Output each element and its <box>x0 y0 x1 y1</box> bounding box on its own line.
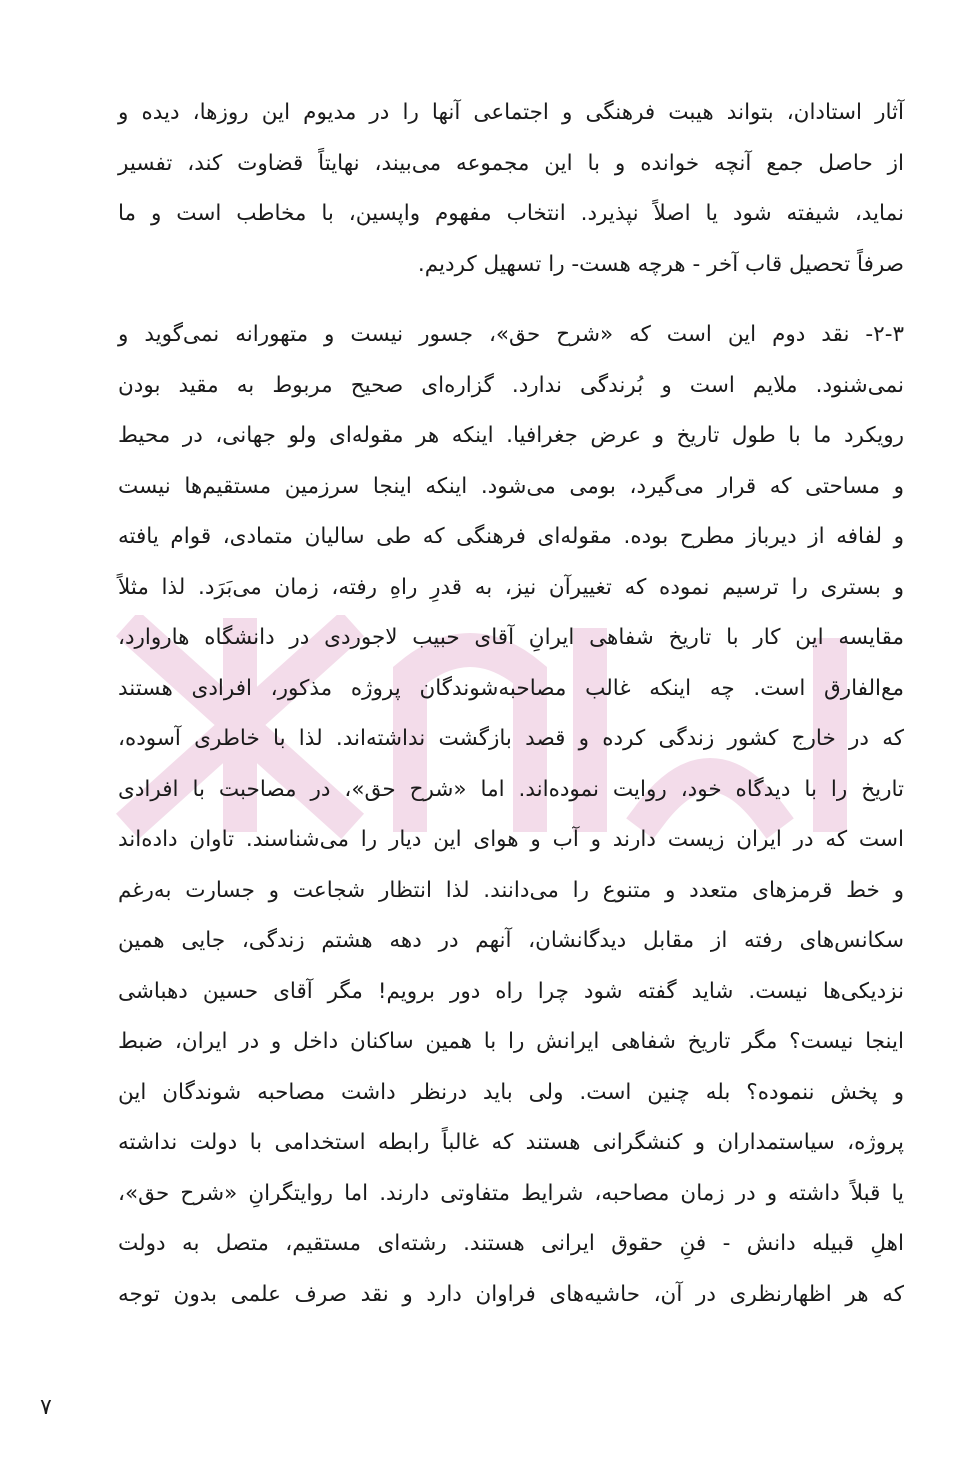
text-line: ۲-۳- نقد دوم این است که «شرح حق»، جسور نیست و متهورانه نمی‌گوید و <box>118 322 904 347</box>
text-line: و خط قرمزهای متعدد و متنوع را می‌دانند. لذا انتظار شجاعت و جسارت به‌رغم <box>118 877 904 903</box>
text-line: اهلِ قبیله دانش - فنِ حقوق ایرانی هستند. رشته‌ای مستقیم، متصل به دولت <box>118 1231 904 1256</box>
text-line: اینجا نیست؟ مگر تاریخ شفاهی ایرانش را با همین ساکنان داخل و در ایران، ضبط <box>118 1029 904 1054</box>
text-line: که هر اظهارنظری در آن، حاشیه‌های فراوان دارد و نقد صرف علمی بدون توجه <box>118 1281 904 1307</box>
text-line: نمی‌شنود. ملایم است و بُرندگی ندارد. گزاره‌ای صحیح مربوط به مقید بودن <box>118 372 904 398</box>
text-line: که در خارج کشور زندگی کرده و قصد بازگشت نداشته‌اند. لذا با خاطری آسوده، <box>118 726 904 751</box>
text-line: و پخش ننموده؟ بله چنین است. ولی باید درنظر داشت مصاحبه شوندگان این <box>118 1079 904 1105</box>
text-line: سکانس‌های رفته از مقابل دیدگانشان، آنهم در دهه هشتم زندگی، جایی همین <box>118 928 904 953</box>
page-number: ۷ <box>40 1395 52 1420</box>
text-line: و لفافه از دیرباز مطرح بوده. مقوله‌ای فرهنگی که طی سالیان متمادی، قوام یافته <box>118 524 904 549</box>
text-line: رویکرد ما با طول تاریخ و عرض جغرافیا. اینکه هر مقوله‌ای ولو جهانی، در محیط <box>118 423 904 448</box>
text-line: تاریخ را با دیدگاه خود، روایت نموده‌اند. اما «شرح حق»، در مصاحبت با افرادی <box>118 776 904 802</box>
text-line: و بستری را ترسیم نموده که تغییرآن نیز، به قدرِ راهِ رفته، زمان می‌بَرَد. لذا مثلاً <box>118 574 904 600</box>
text-line: مع‌الفارق است. چه اینکه غالب مصاحبه‌شوندگان پروژه مذکور، افرادی هستند <box>118 675 904 701</box>
text-line: از حاصل جمع آنچه خوانده و با این مجموعه می‌بیند، نهایتاً قضاوت کند، تفسیر <box>118 150 904 176</box>
text-line: نماید، شیفته شود یا اصلاً نپذیرد. انتخاب مفهوم واپسین، با مخاطب است و ما <box>118 201 904 226</box>
text-line: نزدیکی‌ها نیست. شاید گفته شود چرا راه دور برویم! مگر آقای حسین دهباشی <box>118 978 904 1004</box>
text-line: است که در ایران زیست دارند و آب و هوای این دیار را می‌شناسند. تاوان داده‌اند <box>118 827 904 852</box>
text-line: آثار استادان، بتواند هیبت فرهنگی و اجتماعی آنها را در مدیوم این روزها، دیده و <box>118 100 904 125</box>
text-line: و مساحتی که قرار می‌گیرد، بومی می‌شود. اینکه اینجا سرزمین مستقیم‌ها نیست <box>118 473 904 499</box>
paragraph-2 <box>118 310 904 1320</box>
text-line: مقایسه این کار با تاریخ شفاهی ایرانِ آقای حبیب لاجوردی در دانشگاه هاروارد، <box>118 625 904 650</box>
text-line: یا قبلاً داشته و در زمان مصاحبه، شرایط متفاوتی دارند. اما روایتگرانِ «شرح حق»، <box>118 1180 904 1206</box>
text-line: پروژه، سیاستمداران و کنشگرانی هستند که غالباً رابطه استخدامی با دولت نداشته <box>118 1130 904 1155</box>
paragraph-1 <box>118 88 904 290</box>
text-line: صرفاً تحصیل قاب آخر - هرچه هست- را تسهیل کردیم. <box>417 251 904 277</box>
